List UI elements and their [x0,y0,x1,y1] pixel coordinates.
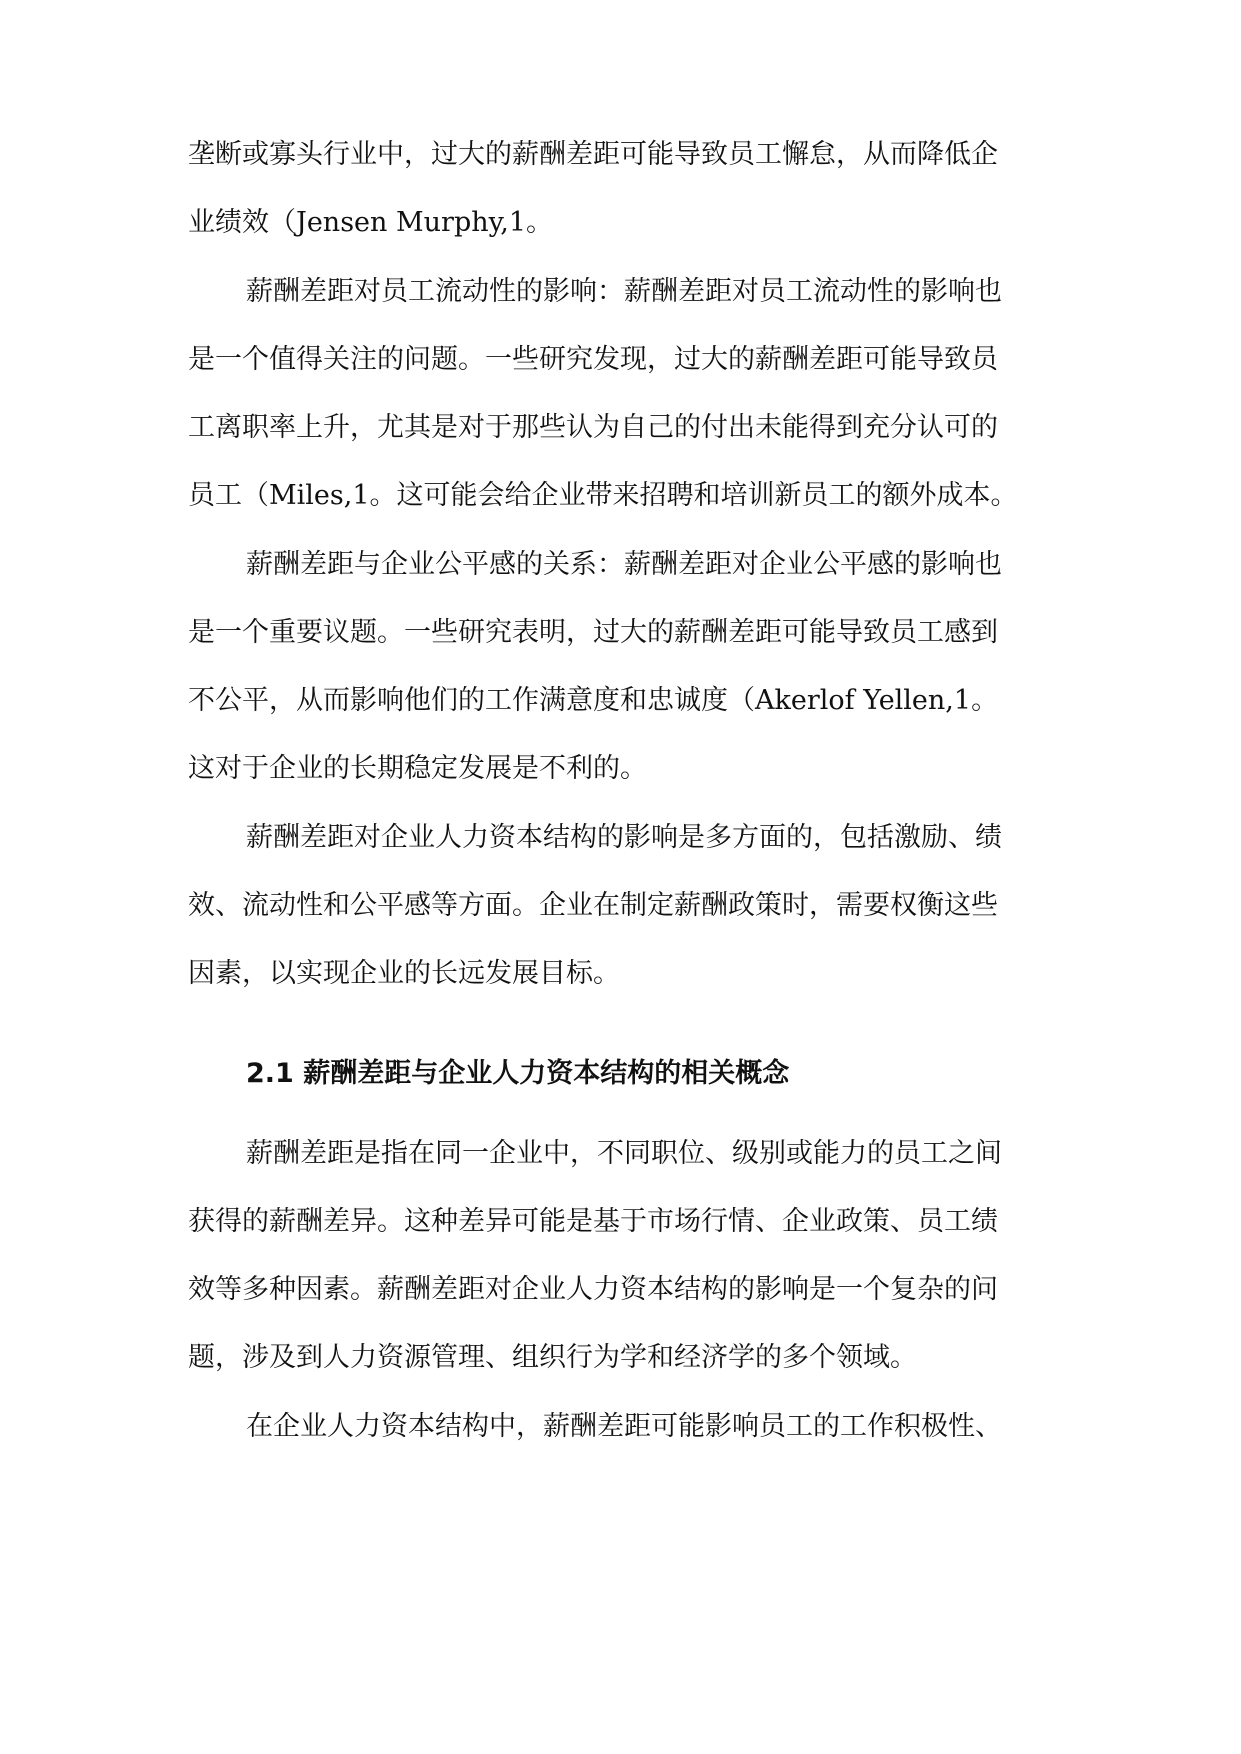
body-text-line: 薪酬差距是指在同一企业中，不同职位、级别或能力的员工之间 [246,1138,1002,1169]
body-text-line: 工离职率上升，尤其是对于那些认为自己的付出未能得到充分认可的 [188,412,998,443]
body-text-line: 薪酬差距对企业人力资本结构的影响是多方面的，包括激励、绩 [246,822,1002,853]
body-text-line: 不公平，从而影响他们的工作满意度和忠诚度（Akerlof Yellen,1。 [188,685,999,716]
body-text-line: 因素，以实现企业的长远发展目标。 [188,958,620,989]
body-text-line: 员工（Miles,1。这可能会给企业带来招聘和培训新员工的额外成本。 [188,480,1018,511]
body-text-line: 是一个值得关注的问题。一些研究发现，过大的薪酬差距可能导致员 [188,344,998,375]
body-text-line: 在企业人力资本结构中，薪酬差距可能影响员工的工作积极性、 [246,1411,1002,1442]
body-text-line: 效等多种因素。薪酬差距对企业人力资本结构的影响是一个复杂的问 [188,1274,998,1305]
body-text-line: 业绩效（Jensen Murphy,1。 [188,207,554,238]
body-text-line: 获得的薪酬差异。这种差异可能是基于市场行情、企业政策、员工绩 [188,1206,998,1237]
body-text-line: 是一个重要议题。一些研究表明，过大的薪酬差距可能导致员工感到 [188,617,998,648]
body-text-line: 效、流动性和公平感等方面。企业在制定薪酬政策时，需要权衡这些 [188,890,998,921]
section-heading: 2.1 薪酬差距与企业人力资本结构的相关概念 [246,1058,790,1089]
body-text-line: 薪酬差距对员工流动性的影响：薪酬差距对员工流动性的影响也 [246,276,1002,307]
body-text-line: 这对于企业的长期稳定发展是不利的。 [188,753,647,784]
body-text-line: 薪酬差距与企业公平感的关系：薪酬差距对企业公平感的影响也 [246,549,1002,580]
body-text-line: 题，涉及到人力资源管理、组织行为学和经济学的多个领域。 [188,1342,917,1373]
body-text-line: 垄断或寡头行业中，过大的薪酬差距可能导致员工懈怠，从而降低企 [188,139,998,170]
